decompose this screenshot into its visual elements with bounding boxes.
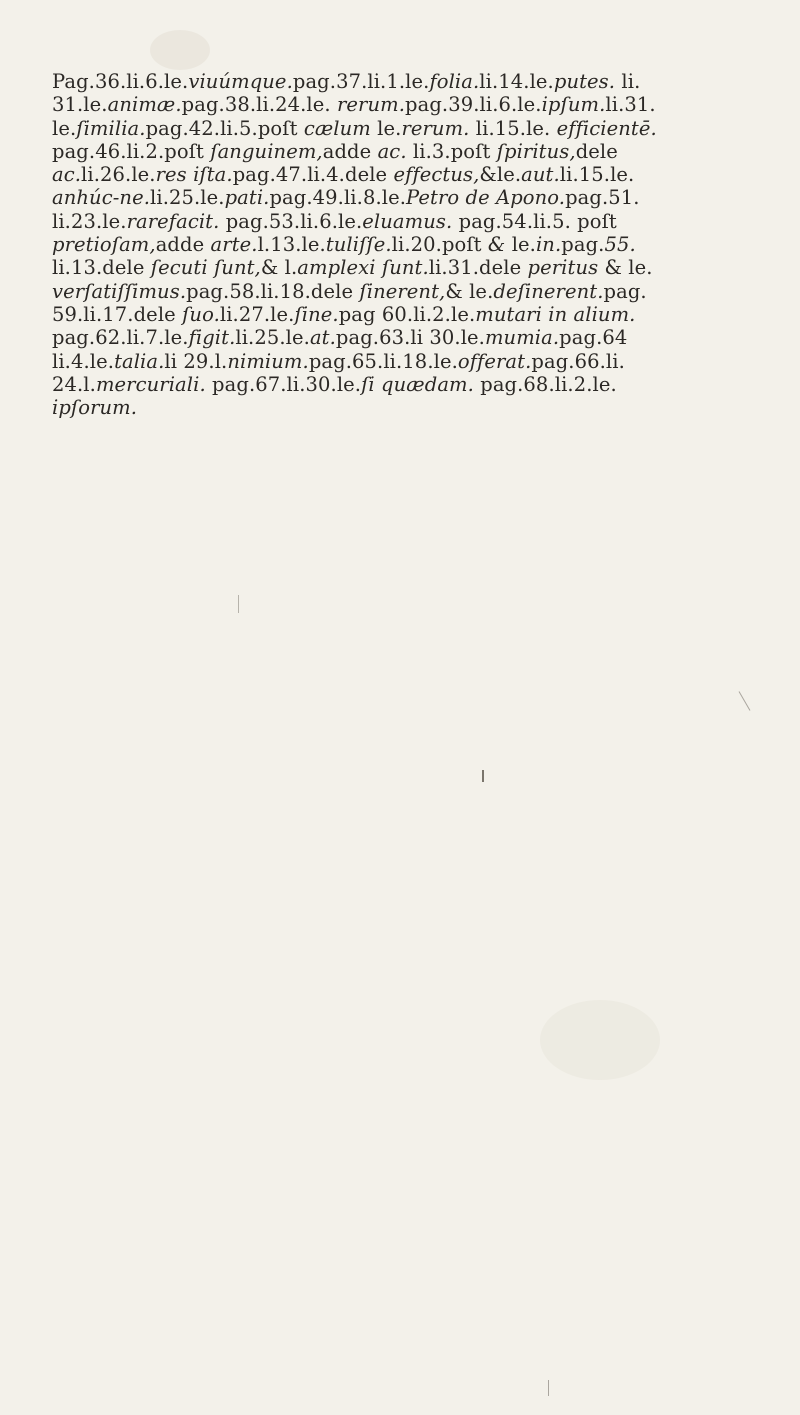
errata-reference: pag.46.li.2.poſt	[52, 139, 211, 163]
italic-word: aut.	[521, 163, 560, 187]
errata-reference: 59.li.17.dele	[52, 302, 183, 326]
italic-word: putes.	[553, 70, 616, 93]
italic-word: deſinerent.	[493, 279, 604, 303]
errata-line	[52, 373, 764, 396]
italic-word: ac.	[52, 163, 82, 187]
errata-reference: li.14.le.	[479, 70, 554, 93]
errata-reference: le.	[505, 233, 536, 257]
errata-reference: li.20.poſt	[391, 233, 488, 257]
italic-word: mumia.	[484, 326, 560, 350]
paper-stain	[150, 30, 210, 70]
italic-word: ipſum.	[541, 93, 606, 117]
italic-word: rarefacit.	[126, 209, 220, 233]
errata-reference: pag.66.li.	[531, 349, 625, 373]
errata-reference: li.3.poſt	[406, 139, 497, 163]
italic-word: rerum.	[337, 93, 406, 117]
errata-reference: pag.58.li.18.dele	[186, 279, 360, 303]
italic-word: ſine.	[294, 302, 339, 326]
italic-word: ac.	[377, 139, 407, 163]
italic-word: animæ.	[107, 93, 182, 117]
errata-reference: pag.37.li.1.le.	[292, 70, 430, 93]
errata-line	[52, 117, 764, 140]
italic-word: rerum.	[401, 116, 470, 140]
errata-line	[52, 350, 764, 373]
italic-word: mercuriali.	[95, 372, 206, 396]
errata-reference: & le.	[598, 256, 653, 280]
errata-reference: pag.65.li.18.le.	[308, 349, 458, 373]
italic-word: pati.	[224, 186, 270, 210]
errata-reference: pag.67.li.30.le.	[205, 372, 362, 396]
errata-line	[52, 303, 764, 326]
errata-reference: pag.47.li.4.dele	[232, 163, 394, 187]
errata-line	[52, 70, 764, 93]
errata-reference: pag.51.	[565, 186, 640, 210]
errata-line	[52, 163, 764, 186]
italic-word: ſuo.	[182, 302, 220, 326]
errata-reference: pag.	[603, 279, 647, 303]
errata-line	[52, 280, 764, 303]
errata-line	[52, 186, 764, 209]
italic-word: pretioſam,	[52, 233, 156, 257]
errata-reference: li.23.le.	[52, 209, 127, 233]
italic-word: at.	[309, 326, 336, 350]
italic-word: ſecuti ſunt,	[150, 256, 261, 280]
errata-reference: pag.	[561, 233, 605, 257]
ink-speck	[482, 770, 484, 782]
italic-word: effectus,	[393, 163, 480, 187]
errata-reference: l.13.le.	[257, 233, 326, 257]
italic-word: in.	[535, 233, 562, 257]
italic-word: res iſta.	[155, 163, 233, 187]
errata-reference: 24.l.	[52, 372, 96, 396]
ink-speck	[739, 691, 751, 711]
italic-word: cælum	[303, 116, 371, 140]
errata-reference: li.31.	[605, 93, 656, 117]
errata-reference: pag.49.li.8.le.	[269, 186, 407, 210]
italic-word: eluamus.	[362, 209, 453, 233]
errata-reference: li 29.l.	[164, 349, 228, 373]
italic-word: Petro de Apono.	[406, 186, 566, 210]
italic-word: viuúmque.	[188, 70, 293, 93]
italic-word: ipſorum.	[52, 396, 138, 420]
errata-line	[52, 256, 764, 279]
paper-stain	[540, 1000, 660, 1080]
ink-speck	[238, 595, 239, 613]
errata-reference: & l.	[260, 256, 298, 280]
italic-word: ſanguinem,	[210, 139, 323, 163]
errata-reference: pag.54.li.5. poſt	[452, 209, 617, 233]
italic-word: &	[487, 233, 506, 257]
errata-reference: li.13.dele	[52, 256, 151, 280]
italic-word: figit.	[188, 326, 236, 350]
errata-reference: pag.42.li.5.poſt	[145, 116, 304, 140]
errata-reference: pag.68.li.2.le.	[473, 372, 617, 396]
errata-line	[52, 326, 764, 349]
errata-reference: li.15.le.	[559, 163, 635, 187]
ink-speck	[548, 1380, 549, 1396]
errata-reference: Pag.36.li.6.le.	[52, 70, 189, 93]
errata-reference: li.27.le.	[219, 302, 295, 326]
errata-reference: le.	[370, 116, 402, 140]
italic-word: mutari in alium.	[475, 302, 636, 326]
errata-reference: li.	[615, 70, 641, 93]
errata-reference: li.26.le.	[81, 163, 156, 187]
errata-reference: li.15.le.	[469, 116, 557, 140]
italic-word: nimium.	[227, 349, 309, 373]
errata-line	[52, 210, 764, 233]
errata-reference: li.4.le.	[52, 349, 115, 373]
errata-reference: dele	[575, 139, 618, 163]
errata-reference: 31.le.	[52, 93, 108, 117]
errata-reference: li.31.dele	[428, 256, 528, 280]
italic-word: tuliſſe.	[325, 233, 392, 257]
italic-word: ſimilia.	[76, 116, 146, 140]
errata-reference: pag 60.li.2.le.	[338, 302, 476, 326]
errata-reference: pag.38.li.24.le.	[181, 93, 337, 117]
errata-line	[52, 233, 764, 256]
errata-reference: & le.	[445, 279, 494, 303]
errata-reference: pag.64	[559, 326, 628, 350]
italic-word: offerat.	[457, 349, 532, 373]
italic-word: anhúc-ne.	[52, 186, 151, 210]
italic-word: 55.	[604, 233, 636, 257]
errata-reference: le.	[52, 116, 77, 140]
italic-word: peritus	[527, 256, 599, 280]
errata-reference: pag.62.li.7.le.	[52, 326, 189, 350]
errata-reference: pag.63.li 30.le.	[335, 326, 485, 350]
errata-line	[52, 396, 764, 419]
errata-reference: li.25.le.	[235, 326, 310, 350]
italic-word: folia.	[429, 70, 480, 93]
italic-word: efficientē.	[556, 116, 657, 140]
errata-reference: li.25.le.	[150, 186, 225, 210]
italic-word: ſinerent,	[359, 279, 446, 303]
italic-word: ſpiritus,	[496, 139, 576, 163]
errata-line	[52, 93, 764, 116]
italic-word: amplexi ſunt.	[297, 256, 429, 280]
italic-word: ſi quædam.	[361, 372, 474, 396]
errata-line	[52, 140, 764, 163]
errata-reference: adde	[155, 233, 211, 257]
italic-word: talia.	[114, 349, 165, 373]
errata-reference: adde	[322, 139, 378, 163]
errata-reference: pag.39.li.6.le.	[405, 93, 542, 117]
errata-reference: pag.53.li.6.le.	[219, 209, 363, 233]
italic-word: arte.	[210, 233, 258, 257]
errata-reference: &le.	[479, 163, 522, 187]
errata-text	[52, 70, 764, 419]
italic-word: verſatiſſimus.	[52, 279, 187, 303]
